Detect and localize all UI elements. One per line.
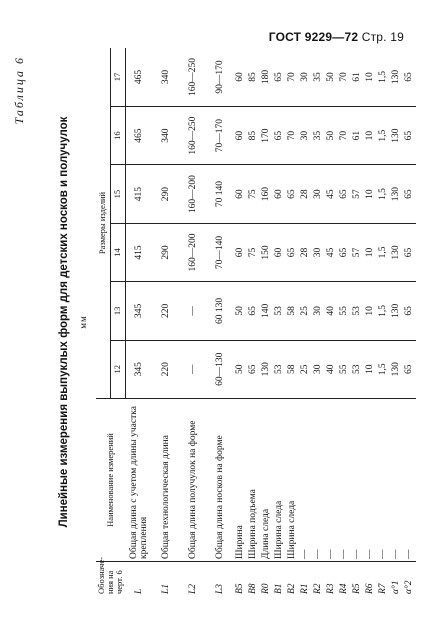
row-value: 60 — [234, 223, 247, 281]
row-value: 150 — [260, 223, 273, 281]
row-value: 345 — [126, 282, 154, 340]
row-value: 35 — [312, 106, 325, 164]
row-value: 65 — [403, 282, 416, 340]
row-value: 40 — [325, 282, 338, 340]
row-value: 28 — [299, 223, 312, 281]
row-name: — — [364, 399, 377, 562]
row-value: 70 — [287, 72, 298, 82]
row-symbol: R1 — [299, 562, 312, 597]
row-value: 465 — [134, 69, 145, 85]
row-name: — — [338, 399, 351, 562]
row-value: 45 — [325, 165, 338, 223]
row-value: 1,5 — [377, 282, 390, 340]
row-symbol: B8 — [247, 562, 260, 597]
row-value: 65 — [286, 223, 299, 281]
row-name: Ширина следа — [286, 399, 299, 562]
size-header: 16 — [111, 106, 126, 164]
symbol-column-header: Обозначе-ния на черт. 6 — [96, 557, 125, 594]
row-value: 130 — [260, 340, 273, 398]
row-value: 61 — [351, 106, 364, 164]
table-caption: Линейные измерения выпуклых форм для детских носков и получулок — [58, 116, 70, 528]
row-value: 60—130 — [207, 340, 234, 398]
row-value: 57 — [351, 223, 364, 281]
size-header: 13 — [111, 282, 126, 340]
row-value: 415 — [126, 165, 154, 223]
table-row — [377, 48, 390, 596]
row-value: 60 — [273, 165, 286, 223]
table-row — [299, 48, 312, 596]
row-value: 130 — [391, 69, 402, 85]
row-value: 65 — [403, 223, 416, 281]
row-value: 1,5 — [377, 223, 390, 281]
row-name: — — [403, 399, 416, 562]
row-value: 65 — [403, 340, 416, 398]
row-symbol: L1 — [153, 562, 180, 597]
table-body — [126, 48, 417, 596]
row-name: — — [377, 399, 390, 562]
row-value: 160 — [260, 165, 273, 223]
row-name: Ширина следа — [273, 399, 286, 562]
table-row — [312, 48, 325, 596]
table-row — [207, 48, 234, 596]
row-symbol: B2 — [286, 562, 299, 597]
row-symbol: R4 — [338, 562, 351, 597]
rotated-table-block — [8, 42, 415, 602]
row-value: 65 — [274, 72, 285, 82]
row-name: — — [312, 399, 325, 562]
row-value: 1,5 — [377, 106, 390, 164]
unit-label: мм — [78, 315, 88, 329]
table-row — [153, 48, 180, 596]
row-value: 30 — [299, 106, 312, 164]
row-name: Длина следа — [260, 399, 273, 562]
row-value: 53 — [273, 282, 286, 340]
row-value: 30 — [300, 72, 311, 82]
row-value: 345 — [126, 340, 154, 398]
row-value: 10 — [365, 72, 376, 82]
row-name: Общая технологическая длина — [153, 399, 180, 562]
table-row — [403, 48, 416, 596]
row-value: 10 — [364, 106, 377, 164]
table-row — [260, 48, 273, 596]
row-name: Общая длина получулок на форме — [180, 399, 207, 562]
row-symbol: R2 — [312, 562, 325, 597]
table-row — [273, 48, 286, 596]
table-row — [286, 48, 299, 596]
row-value: 220 — [153, 340, 180, 398]
row-symbol: L2 — [180, 562, 207, 597]
row-value: 1,5 — [377, 165, 390, 223]
table-row — [351, 48, 364, 596]
table-row — [390, 48, 403, 596]
row-value: 30 — [312, 340, 325, 398]
row-value: 45 — [325, 223, 338, 281]
row-value: 65 — [403, 106, 416, 164]
row-value: — — [180, 340, 207, 398]
row-name: Ширина — [234, 399, 247, 562]
row-value: 160—200 — [180, 165, 207, 223]
row-value: 180 — [261, 69, 272, 85]
row-name: — — [325, 399, 338, 562]
row-value: 70 140 — [207, 165, 234, 223]
row-value: 140 — [260, 282, 273, 340]
row-value: 25 — [299, 340, 312, 398]
row-value: 60 — [235, 72, 246, 82]
standard-number: ГОСТ 9229—72 — [268, 30, 359, 44]
row-value: 10 — [364, 165, 377, 223]
row-value: 130 — [390, 165, 403, 223]
size-header: 12 — [111, 340, 126, 398]
row-symbol: R5 — [351, 562, 364, 597]
row-value: 130 — [390, 340, 403, 398]
row-value: 65 — [286, 165, 299, 223]
row-value: 160—250 — [180, 106, 207, 164]
row-symbol: R7 — [377, 562, 390, 597]
row-value: 90—170 — [215, 60, 226, 94]
row-value: 70 — [339, 72, 350, 82]
row-value: 465 — [126, 106, 154, 164]
row-value: 70—140 — [207, 223, 234, 281]
size-header: 15 — [111, 165, 126, 223]
row-value: 85 — [248, 72, 259, 82]
row-symbol: B5 — [234, 562, 247, 597]
row-value: 65 — [247, 340, 260, 398]
row-value: 65 — [338, 165, 351, 223]
row-value: 220 — [153, 282, 180, 340]
row-value: 30 — [312, 165, 325, 223]
sizes-group-header: Размеры изделий — [96, 48, 111, 399]
row-symbol: α°2 — [403, 562, 416, 597]
row-value: 53 — [351, 340, 364, 398]
table-tag: Таблица 6 — [12, 56, 26, 125]
row-name: — — [299, 399, 312, 562]
row-name: — — [390, 399, 403, 562]
row-value: 290 — [153, 223, 180, 281]
row-value: 130 — [390, 106, 403, 164]
row-value: 65 — [247, 282, 260, 340]
row-value: 130 — [390, 223, 403, 281]
row-value: 35 — [313, 72, 324, 82]
row-value: 340 — [161, 69, 172, 85]
row-value: 60 130 — [207, 282, 234, 340]
row-value: 70 — [286, 106, 299, 164]
row-symbol: B1 — [273, 562, 286, 597]
size-header: 14 — [111, 223, 126, 281]
name-column-header: Наименование измерений — [96, 399, 126, 562]
row-value: 170 — [260, 106, 273, 164]
row-value: 75 — [247, 165, 260, 223]
table-row — [247, 48, 260, 596]
row-value: 10 — [364, 282, 377, 340]
row-value: 60 — [234, 106, 247, 164]
row-value: 30 — [312, 223, 325, 281]
row-value: 40 — [325, 340, 338, 398]
row-symbol: L3 — [207, 562, 234, 597]
measurements-table — [96, 48, 416, 596]
row-name: Общая длина с учетом длины участка крепления — [126, 399, 154, 562]
row-value: 160—250 — [188, 57, 199, 96]
row-value: 290 — [153, 165, 180, 223]
row-value: 50 — [234, 282, 247, 340]
row-value: 30 — [312, 282, 325, 340]
row-value: 340 — [153, 106, 180, 164]
size-header: 17 — [111, 48, 126, 106]
row-value: 10 — [364, 340, 377, 398]
table-row — [325, 48, 338, 596]
table-row — [338, 48, 351, 596]
row-value: 130 — [390, 282, 403, 340]
row-symbol: R6 — [364, 562, 377, 597]
row-value: 58 — [286, 340, 299, 398]
row-value: 160—200 — [180, 223, 207, 281]
row-value: 60 — [273, 223, 286, 281]
row-value: 50 — [325, 106, 338, 164]
row-value: 65 — [404, 72, 415, 82]
table-row — [364, 48, 377, 596]
row-name: — — [351, 399, 364, 562]
row-name: Общая длина носков на форме — [207, 399, 234, 562]
row-value: 70 — [338, 106, 351, 164]
row-value: 61 — [352, 72, 363, 82]
row-symbol: L — [126, 562, 154, 597]
page-number: Стр. 19 — [361, 30, 404, 44]
row-value: 50 — [326, 72, 337, 82]
row-value: 1,5 — [377, 340, 390, 398]
table-row — [234, 48, 247, 596]
row-value: 85 — [247, 106, 260, 164]
row-value: 60 — [234, 165, 247, 223]
row-value: 70—170 — [207, 106, 234, 164]
row-value: 55 — [338, 340, 351, 398]
row-value: 10 — [364, 223, 377, 281]
row-value: — — [180, 282, 207, 340]
row-value: 75 — [247, 223, 260, 281]
row-value: 65 — [403, 165, 416, 223]
row-value: 53 — [351, 282, 364, 340]
row-value: 50 — [234, 340, 247, 398]
row-value: 415 — [126, 223, 154, 281]
table-row — [126, 48, 154, 596]
row-value: 55 — [338, 282, 351, 340]
row-value: 1,5 — [378, 71, 389, 83]
row-value: 58 — [286, 282, 299, 340]
row-symbol: α°1 — [390, 562, 403, 597]
row-name: Ширина подъема — [247, 399, 260, 562]
row-value: 53 — [273, 340, 286, 398]
row-value: 65 — [273, 106, 286, 164]
table-row — [180, 48, 207, 596]
row-symbol: R0 — [260, 562, 273, 597]
row-value: 28 — [299, 165, 312, 223]
row-value: 65 — [338, 223, 351, 281]
row-symbol: R3 — [325, 562, 338, 597]
row-value: 57 — [351, 165, 364, 223]
row-value: 25 — [299, 282, 312, 340]
